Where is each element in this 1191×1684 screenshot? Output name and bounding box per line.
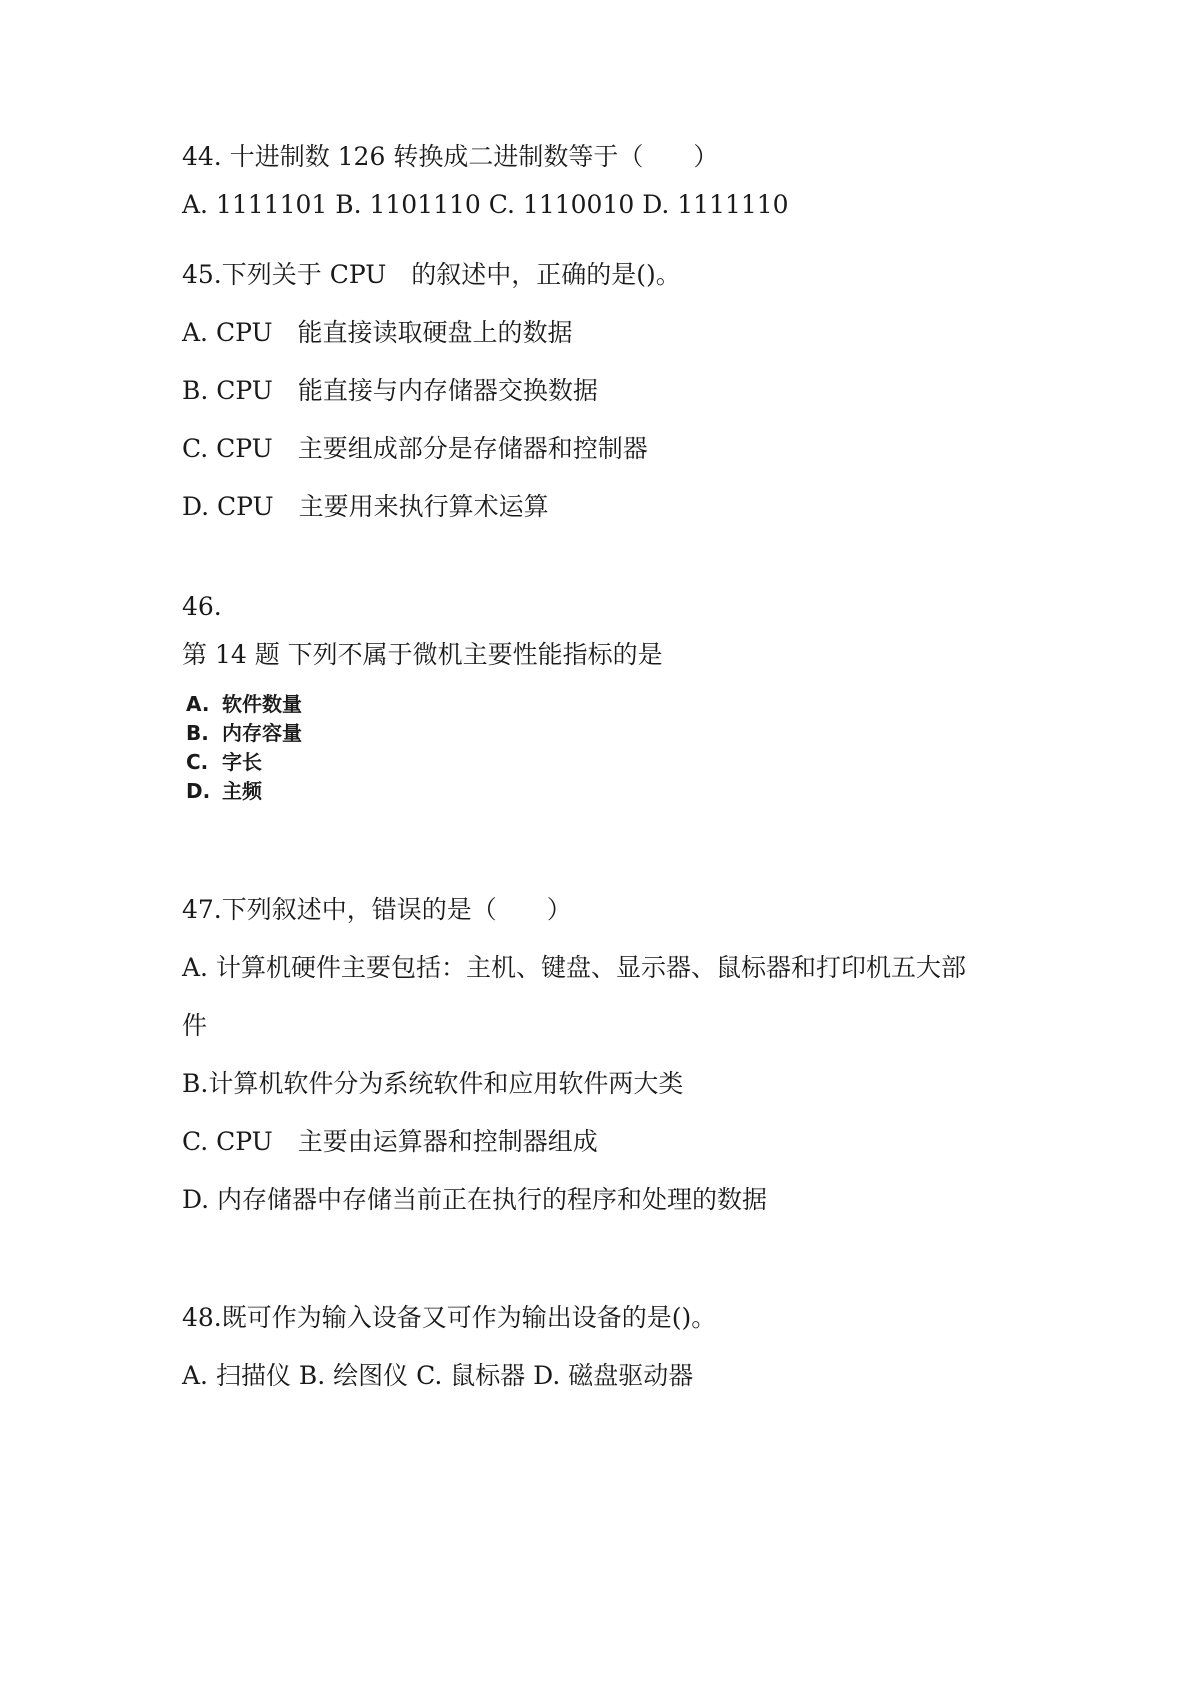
option-text: 字长 [222, 750, 262, 774]
q47-option-c: C. CPU 主要由运算器和控制器组成 [182, 1127, 598, 1156]
q45-option-d: D. CPU 主要用来执行算术运算 [182, 492, 549, 521]
option-text: 软件数量 [222, 692, 302, 716]
q44-title: 44. 十进制数 126 转换成二进制数等于（ ） [182, 142, 719, 171]
q46-option-c [186, 750, 262, 774]
option-letter: D. [186, 779, 211, 803]
option-text: 主频 [222, 779, 262, 803]
q47-title: 47.下列叙述中，错误的是（ ） [182, 895, 572, 924]
q46-number: 46. [182, 592, 222, 621]
q46-option-a [186, 692, 302, 716]
q46-title: 第 14 题 下列不属于微机主要性能指标的是 [182, 640, 663, 669]
q48-title: 48.既可作为输入设备又可作为输出设备的是()。 [182, 1303, 717, 1332]
q47-option-a-line1: A. 计算机硬件主要包括：主机、键盘、显示器、鼠标器和打印机五大部 [182, 953, 966, 982]
option-letter: B. [186, 721, 209, 745]
option-letter: C. [186, 750, 209, 774]
q45-option-c: C. CPU 主要组成部分是存储器和控制器 [182, 434, 648, 463]
option-text: 内存容量 [222, 721, 302, 745]
q44-options: A. 1111101 B. 1101110 C. 1110010 D. 1111110 [182, 190, 789, 219]
q47-option-a-line2: 件 [182, 1011, 208, 1040]
q45-option-a: A. CPU 能直接读取硬盘上的数据 [182, 318, 573, 347]
q47-option-b: B.计算机软件分为系统软件和应用软件两大类 [182, 1069, 684, 1098]
option-letter: A. [186, 692, 210, 716]
q48-options: A. 扫描仪 B. 绘图仪 C. 鼠标器 D. 磁盘驱动器 [182, 1361, 694, 1390]
q47-option-d: D. 内存储器中存储当前正在执行的程序和处理的数据 [182, 1185, 768, 1214]
q45-option-b: B. CPU 能直接与内存储器交换数据 [182, 376, 598, 405]
q46-option-d [186, 779, 262, 803]
q46-option-b [186, 721, 302, 745]
q45-title: 45.下列关于 CPU 的叙述中，正确的是()。 [182, 260, 681, 289]
